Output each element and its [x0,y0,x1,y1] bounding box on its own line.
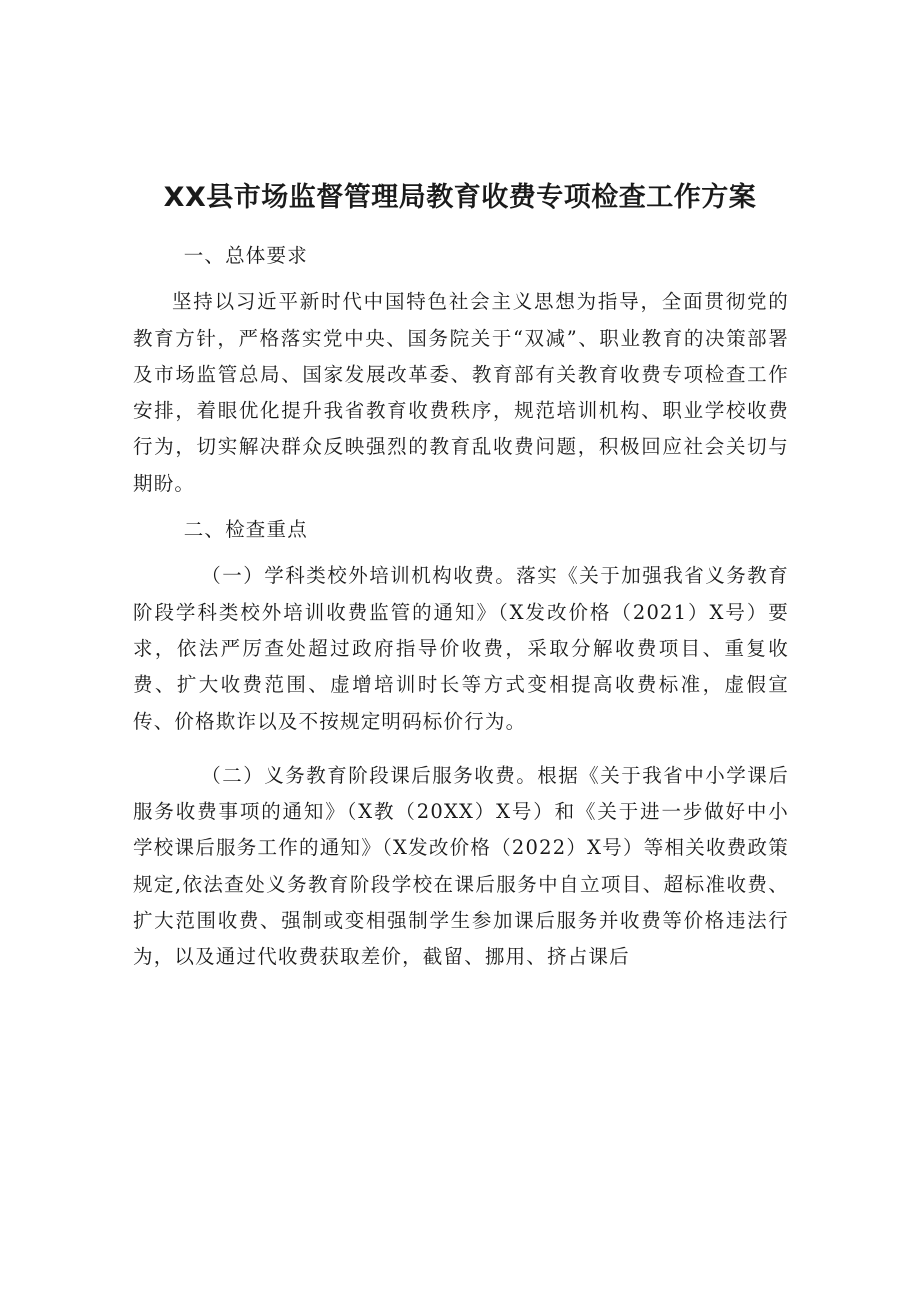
paragraph-item-2: （二）义务教育阶段课后服务收费。根据《关于我省中小学课后服务收费事项的通知》（X教（20XX）X号）和《关于进一步做好中小学校课后服务工作的通知》（X发改价格（2022）X号）等相关收费政策规定,依法查处义务教育阶段学校在课后服务中自立项目、超标准收费、扩大范围收费、强制或变相强制学生参加课后服务并收费等价格违法行为，以及通过代收费获取差价，截留、挪用、挤占课后 [133,763,789,969]
section-heading-inspection-focus: 二、检查重点 [183,518,308,542]
section-heading-general-requirements: 一、总体要求 [183,244,308,267]
document-title: XX县市场监督管理局教育收费专项检查工作方案 [163,182,757,213]
document-body [133,238,789,976]
paragraph-item-1: （一）学科类校外培训机构收费。落实《关于加强我省义务教育阶段学科类校外培训收费监管的通知》（X发改价格（2021）X号）要求，依法严厉查处超过政府指导价收费，采取分解收费项目、重复收费、扩大收费范围、虚增培训时长等方式变相提高收费标准，虚假宣传、价格欺诈以及不按规定明码标价行为。 [133,564,789,733]
paragraph-general-requirements: 坚持以习近平新时代中国特色社会主义思想为指导，全面贯彻党的教育方针，严格落实党中央、国务院关于“双减”、职业教育的决策部署及市场监管总局、国家发展改革委、教育部有关教育收费专项检查工作安排，着眼优化提升我省教育收费秩序，规范培训机构、职业学校收费行为，切实解决群众反映强烈的教育乱收费问题，积极回应社会关切与期盼。 [133,290,789,495]
